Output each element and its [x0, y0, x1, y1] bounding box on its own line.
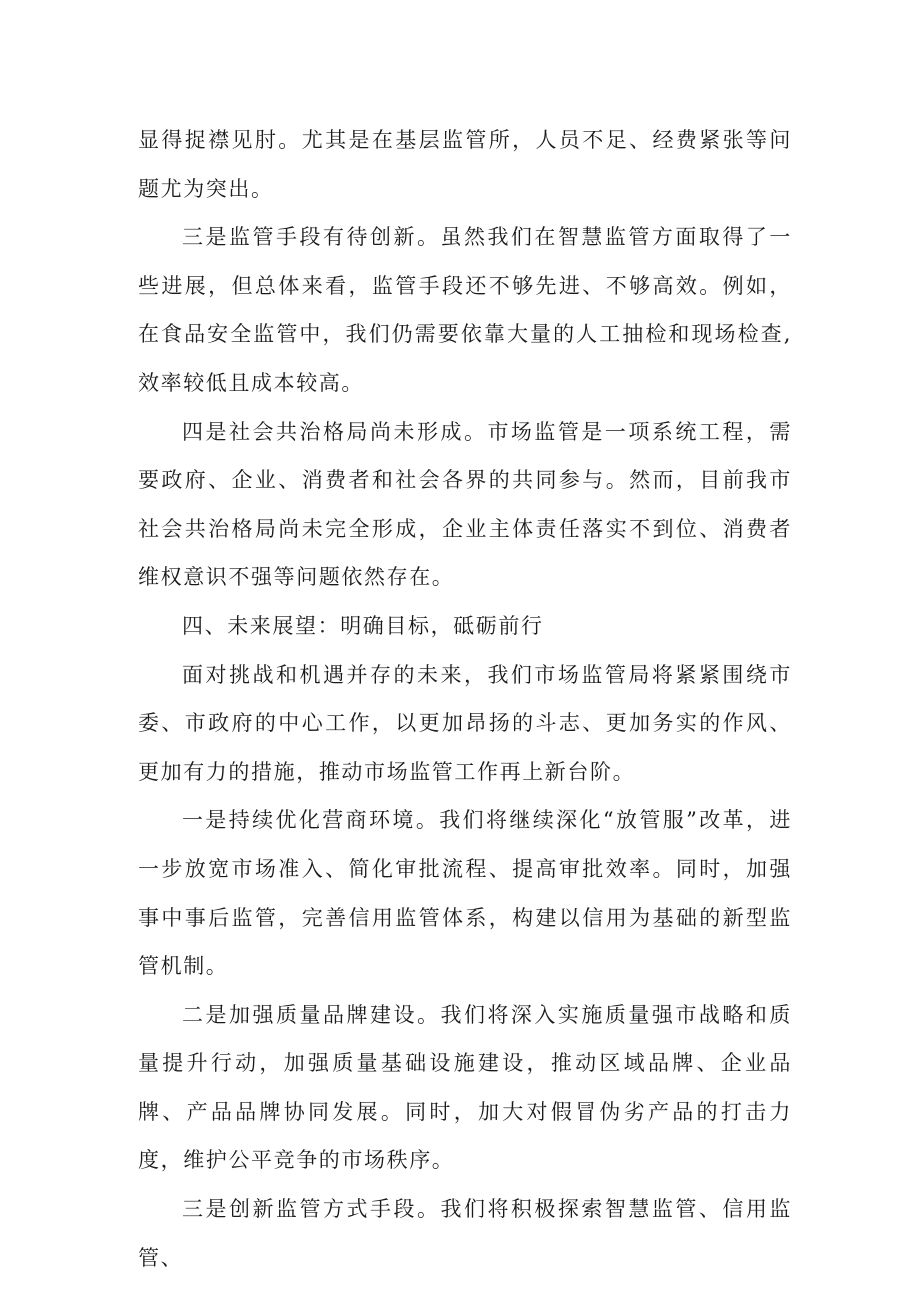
paragraph-supervision-means: 三是监管手段有待创新。虽然我们在智慧监管方面取得了一些进展，但总体来看，监管手段还不够先进、不够高效。例如，在食品安全监管中，我们仍需要依靠大量的人工抽检和现场检查,效率较低且成本较高。: [138, 225, 792, 395]
paragraph-business-environment: 一是持续优化营商环境。我们将继续深化“放管服”改革，进一步放宽市场准入、简化审批流程、提高审批效率。同时，加强事中事后监管，完善信用监管体系，构建以信用为基础的新型监管机制。: [138, 808, 792, 979]
paragraph-social-governance: 四是社会共治格局尚未形成。市场监管是一项系统工程，需要政府、企业、消费者和社会各界的共同参与。然而，目前我市社会共治格局尚未完全形成，企业主体责任落实不到位、消费者维权意识不强等问题依然存在。: [138, 419, 792, 590]
document-body: [138, 116, 792, 1282]
paragraph-continuation: 显得捉襟见肘。尤其是在基层监管所，人员不足、经费紧张等问题尤为突出。: [138, 128, 792, 201]
paragraph-innovate-supervision: 三是创新监管方式手段。我们将积极探索智慧监管、信用监管、: [138, 1197, 792, 1270]
paragraph-outlook-intro: 面对挑战和机遇并存的未来，我们市场监管局将紧紧围绕市委、市政府的中心工作，以更加昂扬的斗志、更加务实的作风、更加有力的措施，推动市场监管工作再上新台阶。: [138, 662, 792, 784]
paragraph-quality-brand: 二是加强质量品牌建设。我们将深入实施质量强市战略和质量提升行动，加强质量基础设施建设，推动区域品牌、企业品牌、产品品牌协同发展。同时，加大对假冒伪劣产品的打击力度，维护公平竞争的市场秩序。: [138, 1002, 792, 1173]
section-heading-future-outlook: 四、未来展望：明确目标，砥砺前行: [182, 613, 544, 638]
